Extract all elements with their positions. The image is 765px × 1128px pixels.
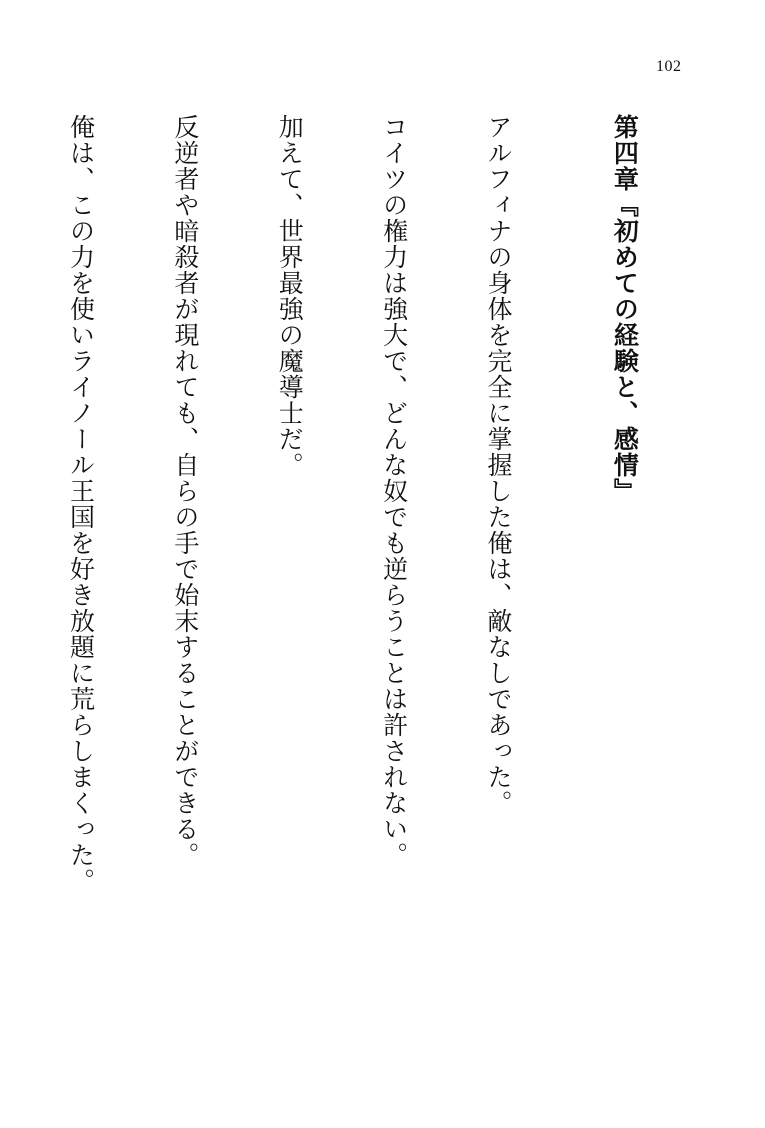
text-line: 俺は、この力を使いライノール王国を好き放題に荒らしまくった。 <box>66 114 96 894</box>
page-number: 102 <box>656 58 682 75</box>
vertical-text-body <box>0 114 711 1014</box>
text-line: アルフィナの身体を完全に掌握した俺は、敵なしであった。 <box>484 114 514 816</box>
chapter-title: 第四章『初めての経験と、感情』 <box>610 114 640 504</box>
text-line: 加えて、世界最強の魔導士だ。 <box>275 114 305 478</box>
text-line: コイツの権力は強大で、どんな奴でも逆らうことは許されない。 <box>379 114 409 868</box>
text-line: 反逆者や暗殺者が現れても、自らの手で始末することができる。 <box>170 114 200 868</box>
